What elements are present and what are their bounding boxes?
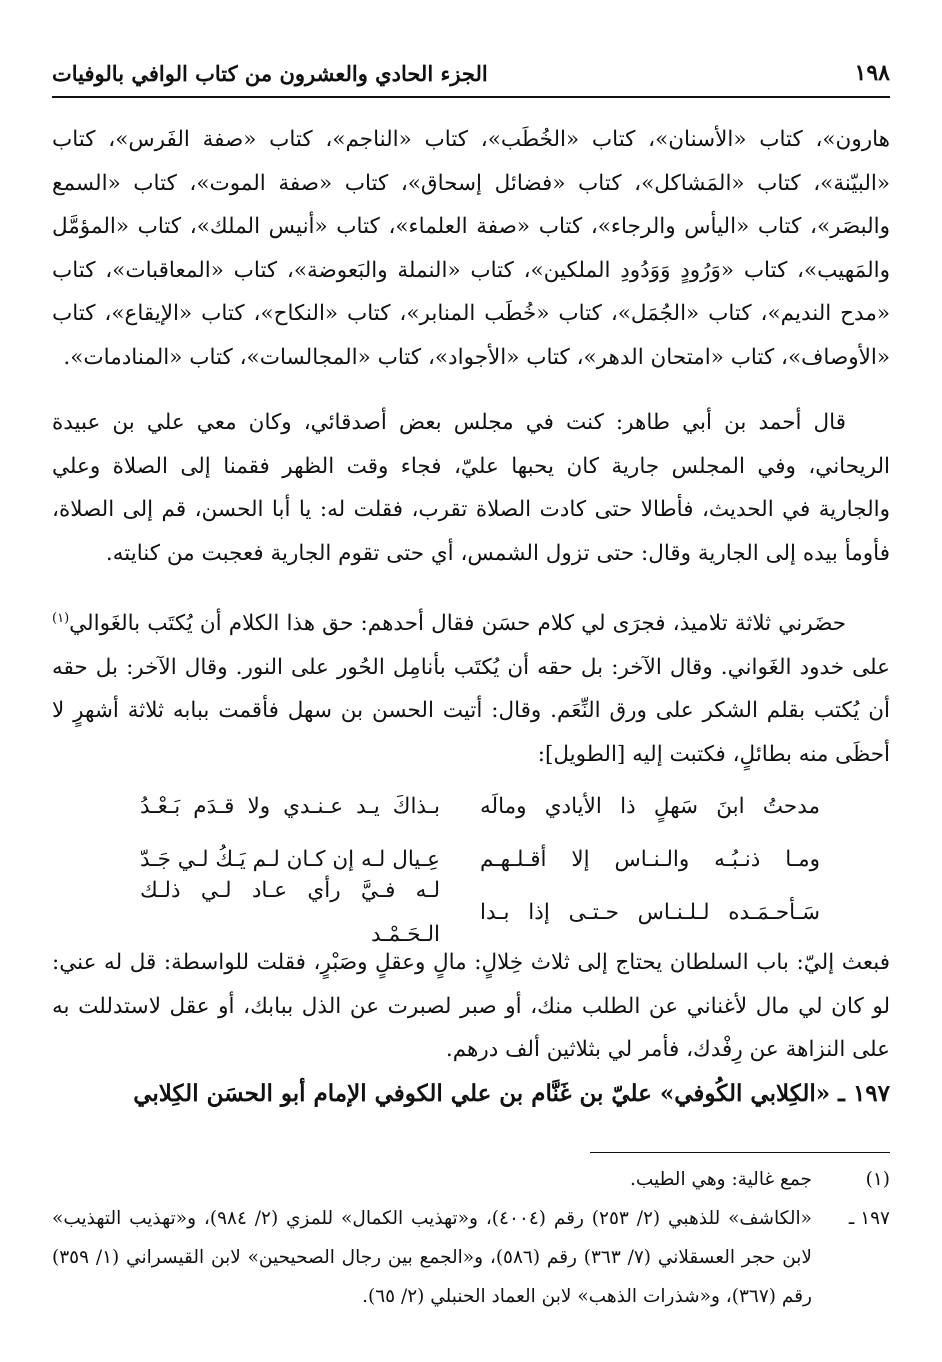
footnote-text: «الكاشف» للذهبي (٢/ ٢٥٣) رقم (٤٠٠٤)، و«تهذيب الكمال» للمزي (٢/ ٩٨٤)، و«تهذيب التهذيب» لابن حجر العسقلاني (٧/ ٣٦٣) رقم (٥٨٦)، و«الجمع بين رجال الصحيحين» لابن القيسراني (١/ ٣٥٩) رقم (٣٦٧)، و«شذرات الذهب» لابن العماد الحنبلي (٢/ ٦٥). — [52, 1208, 812, 1307]
poem — [52, 780, 890, 947]
verse-first-hemistich: مدحتُ ابنَ سَهلٍ ذا الأيادي ومالَه — [480, 793, 820, 819]
verse-second-hemistich: بـذاكَ يـد عـنـدي ولا قـدَم بَـعْـدُ — [140, 793, 440, 819]
verse-line — [52, 780, 890, 833]
page-header — [52, 50, 890, 98]
paragraph-book-list: هارون»، كتاب «الأسنان»، كتاب «الخُطَب»، كتاب «الناجم»، كتاب «صفة الفَرس»، كتاب «البيّنة»، كتاب «المَشاكل»، كتاب «فضائل إسحاق»، كتاب «صفة الموت»، كتاب «السمع والبصَر»، كتاب «اليأس والرجاء»، كتاب «صفة العلماء»، كتاب «أنيس الملك»، كتاب «المؤمَّل والمَهيب»، كتاب «وَرُودٍ وَوَدُودِ الملكين»، كتاب «النملة والبَعوضة»، كتاب «المعاقبات»، كتاب «مدح النديم»، كتاب «الجُمَل»، كتاب «خُطَب المنابر»، كتاب «النكاح»، كتاب «الإيقاع»، كتاب «الأوصاف»، كتاب «امتحان الدهر»، كتاب «الأجواد»، كتاب «المجالسات»، كتاب «المنادمات». — [52, 127, 890, 370]
footnote-divider — [590, 1152, 890, 1153]
footnotes — [52, 1160, 890, 1316]
verse-second-hemistich: لـه فـيَّ رأي عـاد لـي ذلـك الـحَـمْـد — [140, 878, 440, 947]
verse-first-hemistich: ومـا ذنـبُـه والـنـاس إلا أقـلـهـم — [480, 846, 820, 872]
paragraph-anecdote: قال أحمد بن أبي طاهر: كنت في مجلس بعض أصدقائي، وكان معي علي بن عبيدة الريحاني، وفي المجلس جارية كان يحبها عليّ، فجاء وقت الظهر فقمنا إلى الصلاة وعلي والجارية في الحديث، فأطالا حتى كادت الصلاة تقرب، فقلت له: يا أبا الحسن، قم إلى الصلاة، فأومأ بيده إلى الجارية وقال: حتى تزول الشمس، أي حتى تقوم الجارية فعجبت من كنايته. — [52, 410, 890, 566]
paragraph-students-part2: على خدود الغَواني. وقال الآخر: بل حقه أن يُكتَب بأنامِل الحُور على النور. وقال الآخر: بل حقه أن يُكتب بقلم الشكر على ورق النِّعَم. وقال: أتيت الحسن بن سهل فأقمت ببابه ثلاثة أشهرٍ لا أحظَى منه بطائلٍ، فكتبت إليه [الطويل]: — [52, 654, 890, 767]
paragraph-reply: فبعث إليّ: باب السلطان يحتاج إلى ثلاث خِلالٍ: مالٍ وعقلٍ وصَبْرٍ، فقلت للواسطة: قل له عني: لو كان لي مال لأغناني عن الطلب منك، أو صبر لصبرت عن الذل ببابك، أو عقل لاستدللت به على النزاهة عن رِفْدك، فأمر لي بثلاثين ألف درهم. — [52, 950, 890, 1063]
footnote-item — [52, 1160, 890, 1199]
verse-first-hemistich: سَـأحـمَـده لـلـنـاس حـتـى إذا بـدا — [480, 899, 820, 925]
page-number: ١٩٨ — [854, 60, 890, 86]
paragraph-students — [52, 597, 890, 776]
footnote-marker[interactable]: (١) — [52, 611, 70, 626]
paragraph-students-part1: حضَرني ثلاثة تلاميذ، فجرَى لي كلام حسَن فقال أحدهم: حق هذا الكلام أن يُكتَب بالغَوالي — [69, 611, 846, 637]
footnote-text: جمع غالية: وهي الطيب. — [630, 1169, 812, 1190]
main-text — [52, 118, 890, 1115]
footnote-item — [52, 1199, 890, 1316]
entry-heading: ١٩٧ ـ «الكِلابي الكُوفي» عليّ بن غَنَّام بن علي الكوفي الإمام أبو الحسَن الكِلابي — [133, 1079, 890, 1107]
verse-second-hemistich: عِـيال لـه إن كـان لـم يَـكُ لـي جَـدّ — [140, 846, 440, 872]
footnote-number: ١٩٧ ـ — [848, 1208, 890, 1229]
verse-line — [52, 878, 890, 947]
footnote-number: (١) — [865, 1169, 890, 1190]
running-title: الجزء الحادي والعشرون من كتاب الوافي بالوفيات — [52, 60, 488, 86]
